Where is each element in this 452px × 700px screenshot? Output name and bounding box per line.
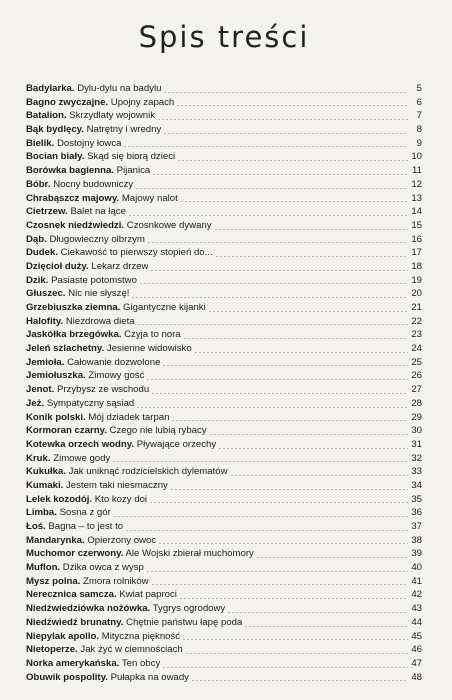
- toc-entry: [26, 534, 422, 548]
- toc-entry-description: Dylu-dylu na badylu: [77, 83, 162, 94]
- toc-entry-description: Kwiat paproci: [119, 589, 177, 601]
- toc-entry-name: Jeleń szlachetny.: [26, 343, 105, 355]
- dot-leader: [180, 201, 408, 202]
- toc-page-number: 15: [411, 219, 422, 231]
- toc-entry-name: Niedźwiedziówka nożówka.: [26, 603, 151, 615]
- toc-entry: [26, 547, 422, 561]
- toc-entry-text: [26, 630, 180, 644]
- toc-page-number: 43: [411, 603, 422, 615]
- toc-entry: [26, 643, 422, 657]
- toc-entry-text: [26, 356, 160, 370]
- toc-entry: [26, 356, 422, 370]
- dot-leader: [176, 105, 408, 106]
- toc-entry-text: [26, 260, 148, 274]
- dot-leader: [158, 543, 408, 544]
- toc-entry: [26, 328, 422, 342]
- toc-page-number: 44: [411, 616, 422, 628]
- dot-leader: [146, 379, 408, 380]
- toc-entry: [26, 96, 422, 110]
- toc-page-number: 20: [411, 288, 422, 300]
- toc-entry-text: [26, 643, 183, 657]
- toc-entry-text: [26, 328, 181, 342]
- toc-entry-text: [26, 547, 254, 561]
- toc-entry-description: Długowieczny olbrzym: [49, 233, 145, 245]
- toc-entry-name: Czosnek niedźwiedzi.: [26, 219, 125, 231]
- toc-entry: [26, 274, 422, 288]
- toc-entry-name: Jemioła.: [26, 356, 65, 368]
- toc-entry: [26, 315, 422, 329]
- dot-leader: [182, 639, 408, 640]
- toc-page-number: 37: [411, 521, 422, 532]
- toc-entry-description: Jestem taki niesmaczny: [66, 479, 168, 491]
- toc-entry-name: Limba.: [26, 507, 57, 519]
- dot-leader: [151, 393, 408, 394]
- dot-leader: [191, 680, 408, 681]
- toc-entry-text: [26, 602, 225, 616]
- toc-entry-name: Kumaki.: [26, 479, 64, 491]
- toc-entry-name: Nerecznica samcza.: [26, 589, 117, 601]
- toc-entry-description: Opierzony owoc: [87, 534, 157, 546]
- toc-entry-description: Mój dziadek tarpan: [88, 411, 170, 423]
- toc-entry-text: [26, 192, 178, 206]
- toc-entry-text: [26, 438, 216, 452]
- toc-entry-text: [26, 246, 213, 260]
- dot-leader: [227, 612, 408, 613]
- dot-leader: [214, 229, 408, 230]
- toc-entry: [26, 123, 422, 137]
- toc-entry-text: [26, 616, 242, 630]
- toc-entry: [26, 369, 422, 383]
- dot-leader: [131, 297, 408, 298]
- toc-entry: [26, 397, 422, 411]
- toc-entry: [26, 520, 422, 534]
- toc-entry-description: Ten obcy: [121, 657, 161, 669]
- dot-leader: [208, 311, 408, 312]
- toc-page-number: 30: [411, 425, 422, 437]
- toc-entry-name: Kukułka.: [26, 466, 66, 478]
- toc-page-number: 38: [411, 534, 422, 546]
- toc-entry-description: Tygrys ogrodowy: [152, 603, 226, 615]
- dot-leader: [135, 188, 408, 189]
- toc-entry-text: [26, 150, 175, 164]
- toc-entry-name: Muflon.: [26, 562, 61, 574]
- toc-entry-description: Skąd się biorą dzieci: [87, 151, 176, 163]
- toc-page-number: 48: [411, 671, 422, 683]
- dot-leader: [128, 215, 408, 216]
- toc-entry-text: [26, 205, 126, 219]
- toc-entry-text: [26, 397, 134, 411]
- toc-entry: [26, 411, 422, 425]
- toc-entry-name: Kotewka orzech wodny.: [26, 438, 135, 450]
- toc-entry-text: [26, 561, 144, 575]
- toc-entry: [26, 301, 422, 315]
- dot-leader: [125, 530, 408, 531]
- toc-entry-name: Jeż.: [26, 397, 45, 409]
- dot-leader: [123, 146, 408, 147]
- toc-entry-text: [26, 383, 149, 397]
- toc-entry: [26, 219, 422, 233]
- toc-entry-text: [26, 287, 129, 301]
- dot-leader: [139, 283, 408, 284]
- toc-entry-description: Zmora rolników: [83, 575, 149, 587]
- dot-leader: [113, 516, 408, 517]
- toc-entry-text: [26, 233, 145, 247]
- toc-entry: [26, 616, 422, 630]
- page-title: Spis treści: [138, 20, 310, 54]
- toc-entry: [26, 137, 422, 151]
- toc-entry: [26, 233, 422, 247]
- toc-page-number: 14: [411, 206, 422, 218]
- toc-page-number: 40: [411, 562, 422, 574]
- toc-page-number: 22: [411, 315, 422, 327]
- toc-page-number: 41: [411, 575, 422, 587]
- toc-entry-name: Nietoperze.: [26, 644, 78, 656]
- toc-entry-text: [26, 424, 207, 438]
- toc-entry-text: [26, 301, 206, 315]
- toc-entry: [26, 657, 422, 671]
- toc-entry: [26, 561, 422, 575]
- toc-entry: [26, 630, 422, 644]
- dot-leader: [152, 174, 408, 175]
- dot-leader: [112, 461, 408, 462]
- toc-entry-description: Upojny zapach: [110, 96, 175, 108]
- toc-entry-description: Dostojny łowca: [56, 137, 122, 149]
- toc-entry-description: Lekarz drzew: [91, 260, 149, 272]
- toc-entry-name: Bagno zwyczajne.: [26, 96, 109, 108]
- toc-page-number: 19: [411, 274, 422, 286]
- toc-entry-text: [26, 493, 147, 507]
- dot-leader: [171, 420, 408, 421]
- toc-page-number: 31: [411, 438, 422, 450]
- toc-list: [26, 82, 422, 684]
- toc-entry: [26, 109, 422, 123]
- toc-entry-description: Gigantyczne kijanki: [123, 302, 206, 313]
- toc-page-number: 29: [411, 411, 422, 423]
- toc-entry-text: [26, 274, 137, 288]
- toc-entry: [26, 178, 422, 192]
- toc-page-number: 42: [411, 589, 422, 601]
- toc-entry-name: Kormoran czarny.: [26, 425, 107, 437]
- toc-entry-text: [26, 164, 150, 178]
- dot-leader: [136, 407, 408, 408]
- toc-entry: [26, 246, 422, 260]
- toc-entry-text: [26, 506, 111, 520]
- toc-entry: [26, 383, 422, 397]
- dot-leader: [244, 626, 408, 627]
- toc-entry: [26, 150, 422, 164]
- toc-entry: [26, 493, 422, 507]
- toc-page-number: 35: [411, 493, 422, 505]
- toc-entry-text: [26, 109, 155, 123]
- toc-entry-description: Niezdrowa dieta: [65, 315, 135, 327]
- dot-leader: [147, 242, 408, 243]
- toc-entry-description: Sympatyczny sąsiad: [46, 397, 135, 409]
- toc-entry: [26, 602, 422, 616]
- dot-leader: [256, 557, 408, 558]
- toc-entry-description: Pijanica: [116, 165, 151, 177]
- toc-entry-name: Bocian biały.: [26, 151, 85, 163]
- dot-leader: [230, 475, 408, 476]
- toc-entry-name: Mandarynka.: [26, 534, 85, 546]
- toc-entry: [26, 588, 422, 602]
- toc-entry-description: Jak żyć w ciemnościach: [80, 644, 183, 656]
- dot-leader: [137, 324, 408, 325]
- toc-entry-name: Norka amerykańska.: [26, 657, 120, 669]
- toc-entry-description: Zimowe gody: [53, 452, 111, 464]
- toc-page-number: 9: [416, 137, 422, 149]
- toc-entry-text: [26, 465, 228, 479]
- toc-entry-text: [26, 82, 161, 96]
- toc-entry-name: Niedźwiedź brunatny.: [26, 616, 124, 628]
- toc-entry-name: Badylarka.: [26, 83, 75, 94]
- toc-entry-name: Jaskółka brzegówka.: [26, 329, 122, 341]
- toc-entry-description: Mityczna piękność: [101, 630, 181, 642]
- toc-entry-description: Czego nie lubią rybacy: [109, 425, 207, 437]
- dot-leader: [209, 434, 408, 435]
- toc-entry-description: Skrzydlaty wojownik: [69, 110, 156, 122]
- toc-entry-name: Halofity.: [26, 315, 64, 327]
- dot-leader: [163, 133, 408, 134]
- toc-entry-description: Majowy nalot: [121, 192, 178, 204]
- toc-entry-name: Lelek kozodój.: [26, 493, 93, 505]
- toc-page-number: 27: [411, 384, 422, 396]
- toc-page-number: 17: [411, 247, 422, 259]
- toc-page-number: 28: [411, 397, 422, 409]
- toc-entry: [26, 164, 422, 178]
- toc-entry-description: Natrętny i wredny: [86, 124, 162, 136]
- toc-entry-description: Jesienne widowisko: [106, 343, 192, 355]
- toc-entry-description: Zimowy gość: [88, 370, 145, 382]
- dot-leader: [150, 270, 408, 271]
- toc-entry-description: Nic nie słyszę!: [68, 288, 130, 300]
- toc-page-number: 11: [412, 165, 422, 177]
- toc-entry: [26, 506, 422, 520]
- toc-page-number: 10: [411, 151, 422, 163]
- toc-entry: [26, 342, 422, 356]
- dot-leader: [183, 338, 408, 339]
- toc-entry: [26, 438, 422, 452]
- toc-entry-description: Bagna – to jest to: [48, 521, 124, 532]
- toc-page-number: 7: [416, 110, 422, 122]
- toc-entry-name: Dzięcioł duży.: [26, 260, 89, 272]
- toc-entry: [26, 671, 422, 685]
- toc-page-number: 39: [411, 548, 422, 560]
- dot-leader: [215, 256, 408, 257]
- toc-entry-description: Pasiaste potomstwo: [51, 274, 137, 286]
- toc-entry-text: [26, 671, 189, 685]
- toc-entry-description: Ale Wojski zbierał muchomory: [125, 548, 254, 560]
- toc-entry-description: Czyja to nora: [124, 329, 181, 341]
- dot-leader: [149, 502, 408, 503]
- toc-entry: [26, 424, 422, 438]
- toc-entry-text: [26, 452, 110, 466]
- toc-entry-name: Bóbr.: [26, 178, 51, 190]
- toc-entry-description: Dzika owca z wysp: [62, 562, 144, 574]
- toc-entry-name: Grzebiuszka ziemna.: [26, 302, 121, 313]
- toc-page-number: 25: [411, 356, 422, 368]
- toc-page-number: 47: [411, 657, 422, 669]
- toc-page-number: 36: [411, 507, 422, 519]
- toc-page-number: 33: [411, 466, 422, 478]
- toc-page-number: 21: [411, 302, 422, 313]
- toc-entry-text: [26, 123, 161, 137]
- dot-leader: [151, 584, 408, 585]
- dot-leader: [179, 598, 408, 599]
- toc-entry: [26, 465, 422, 479]
- toc-entry-description: Chętnie państwu łapę poda: [126, 616, 243, 628]
- dot-leader: [157, 119, 408, 120]
- toc-page-number: 5: [416, 83, 422, 94]
- toc-entry-name: Niepylak apollo.: [26, 630, 100, 642]
- toc-entry-name: Jemiołuszka.: [26, 370, 86, 382]
- toc-entry: [26, 205, 422, 219]
- toc-entry: [26, 479, 422, 493]
- toc-entry-name: Kruk.: [26, 452, 51, 464]
- toc-entry-name: Głuszec.: [26, 288, 66, 300]
- toc-entry: [26, 82, 422, 96]
- toc-page-number: 12: [411, 178, 422, 190]
- toc-entry-text: [26, 588, 177, 602]
- toc-entry-description: Jak uniknąć rodzicielskich dylematów: [68, 466, 228, 478]
- toc-entry-text: [26, 315, 135, 329]
- dot-leader: [162, 667, 408, 668]
- dot-leader: [163, 92, 408, 93]
- toc-page-number: 23: [411, 329, 422, 341]
- toc-entry-description: Pułapka na owady: [110, 671, 189, 683]
- toc-entry-text: [26, 178, 133, 192]
- toc-entry-text: [26, 534, 156, 548]
- toc-entry-description: Nocny budowniczy: [53, 178, 134, 190]
- toc-entry-name: Mysz polna.: [26, 575, 81, 587]
- toc-page-number: 6: [416, 96, 422, 108]
- toc-entry-text: [26, 96, 174, 110]
- dot-leader: [194, 352, 408, 353]
- toc-entry-text: [26, 657, 160, 671]
- toc-entry-name: Obuwik pospolity.: [26, 671, 108, 683]
- toc-entry: [26, 452, 422, 466]
- toc-entry-text: [26, 479, 168, 493]
- toc-entry-name: Jenot.: [26, 384, 55, 396]
- dot-leader: [218, 448, 408, 449]
- dot-leader: [146, 571, 408, 572]
- toc-page-number: 8: [416, 124, 422, 136]
- toc-entry-text: [26, 137, 121, 151]
- toc-entry-description: Ciekawość to pierwszy stopień do...: [60, 247, 213, 259]
- toc-entry-text: [26, 520, 123, 534]
- toc-entry-description: Pływające orzechy: [136, 438, 217, 450]
- toc-page-number: 45: [411, 630, 422, 642]
- toc-entry-description: Sosna z gór: [59, 507, 111, 519]
- toc-entry-description: Balet na łące: [70, 206, 126, 218]
- toc-entry: [26, 287, 422, 301]
- toc-entry-name: Borówka bagienna.: [26, 165, 114, 177]
- dot-leader: [162, 365, 408, 366]
- toc-entry-name: Konik polski.: [26, 411, 86, 423]
- toc-page-number: 26: [411, 370, 422, 382]
- toc-entry-name: Łoś.: [26, 521, 46, 532]
- toc-page-number: 46: [411, 644, 422, 656]
- toc-entry-name: Dzik.: [26, 274, 49, 286]
- toc-entry-name: Bielik.: [26, 137, 55, 149]
- toc-entry-description: Przybysz ze wschodu: [56, 384, 150, 396]
- dot-leader: [170, 489, 408, 490]
- toc-page-number: 24: [411, 343, 422, 355]
- toc-entry-name: Dąb.: [26, 233, 47, 245]
- toc-entry-name: Cietrzew.: [26, 206, 68, 218]
- toc-entry-description: Czosnkowe dywany: [126, 219, 212, 231]
- toc-page-number: 13: [411, 192, 422, 204]
- toc-entry-text: [26, 342, 192, 356]
- toc-entry-text: [26, 575, 149, 589]
- toc-entry: [26, 192, 422, 206]
- toc-entry-name: Chrabąszcz majowy.: [26, 192, 120, 204]
- toc-entry-description: Całowanie dozwolone: [67, 356, 161, 368]
- toc-entry: [26, 575, 422, 589]
- toc-entry-name: Muchomor czerwony.: [26, 548, 124, 560]
- toc-page-number: 16: [411, 233, 422, 245]
- toc-entry-text: [26, 369, 144, 383]
- toc-page-number: 34: [411, 479, 422, 491]
- toc-entry-text: [26, 411, 169, 425]
- toc-entry-description: Kto kozy doi: [94, 493, 148, 505]
- toc-entry: [26, 260, 422, 274]
- toc-page-number: 18: [411, 260, 422, 272]
- toc-entry-text: [26, 219, 212, 233]
- toc-entry-name: Batalion.: [26, 110, 67, 122]
- dot-leader: [177, 160, 408, 161]
- toc-entry-name: Dudek.: [26, 247, 58, 259]
- toc-entry-name: Bąk bydlęcy.: [26, 124, 84, 136]
- dot-leader: [185, 653, 408, 654]
- toc-page-number: 32: [411, 452, 422, 464]
